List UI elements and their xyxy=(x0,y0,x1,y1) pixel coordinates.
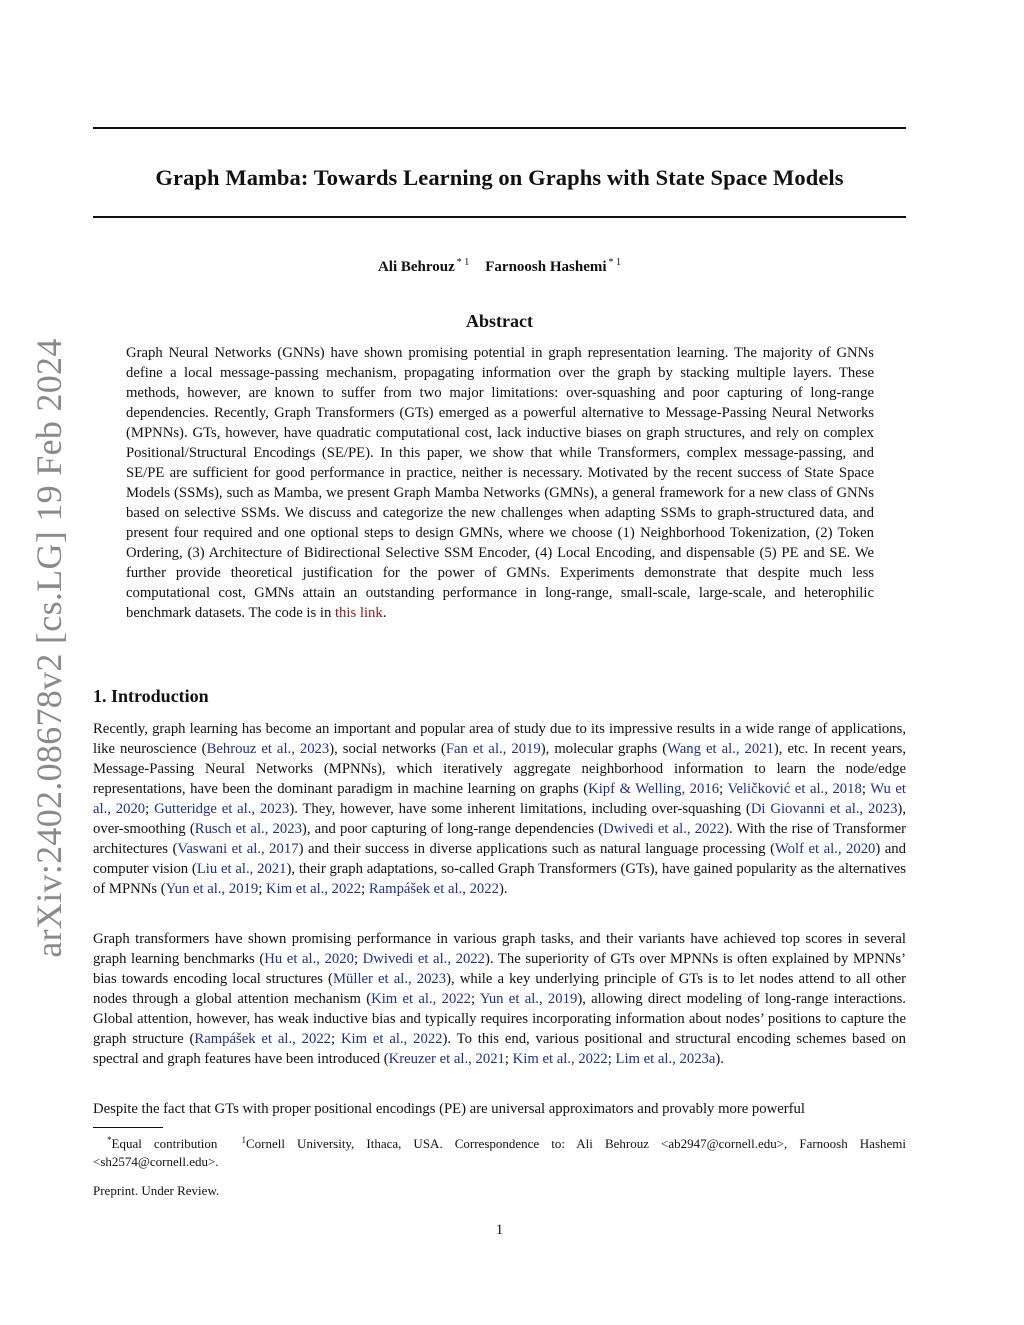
paragraph-text: ) and computer vision ( xyxy=(93,841,906,877)
equal-contribution-note: Equal contribution xyxy=(111,1136,218,1151)
code-link[interactable]: this link xyxy=(334,605,383,621)
paragraph-text: ). They, however, have some inherent limitations, including over-squashing ( xyxy=(289,801,751,817)
intro-paragraph-1 xyxy=(93,719,906,899)
paragraph-text: ), and poor capturing of long-range dependencies ( xyxy=(301,821,604,837)
intro-paragraph-3: Despite the fact that GTs with proper positional encodings (PE) are universal approximators and provably more powerful xyxy=(93,1101,805,1117)
author-affiliation-mark: * 1 xyxy=(608,257,622,268)
author-list xyxy=(93,252,906,278)
affiliation-note: Cornell University, Ithaca, USA. Correspondence to: Ali Behrouz <ab2947@cornell.edu>, Farnoosh Hashemi <sh2574@cornell.edu>. xyxy=(93,1136,906,1169)
author-affiliation-mark: * 1 xyxy=(456,257,470,268)
abstract-text: Graph Neural Networks (GNNs) have shown promising potential in graph representation learning. The majority of GNNs define a local message-passing mechanism, propagating information over the graph by stacking multiple layers. These methods, however, are known to suffer from two major limitations: over-squashing and poor capturing of long-range dependencies. Recently, Graph Transformers (GTs) emerged as a powerful alternative to Message-Passing Neural Networks (MPNNs). GTs, however, have quadratic computational cost, lack inductive biases on graph structures, and rely on complex Positional/Structural Encodings (SE/PE). In this paper, we show that while Transformers, complex message-passing, and SE/PE are sufficient for good performance in practice, neither is necessary. Motivated by the recent success of State Space Models (SSMs), such as Mamba, we present Graph Mamba Networks (GMNs), a general framework for a new class of GNNs based on selective SSMs. We discuss and categorize the new challenges when adapting SSMs to graph-structured data, and present four required and one optional steps to design GMNs, where we choose (1) Neighborhood Tokenization, (2) Token Ordering, (3) Architecture of Bidirectional Selective SSM Encoder, (4) Local Encoding, and dispensable (5) PE and SE. We further provide theoretical justification for the power of GMNs. Experiments demonstrate that despite much less computational cost, GMNs attain an outstanding performance in long-range, small-scale, large-scale, and heterophilic benchmark datasets. The code is in this link. xyxy=(126,345,874,621)
citation-link[interactable]: Fan et al., 2019 xyxy=(445,741,541,757)
paragraph-text: ; xyxy=(719,781,728,797)
paragraph-text: ; xyxy=(353,951,363,967)
title-rule-bottom xyxy=(93,216,906,218)
citation-link[interactable]: Dwivedi et al., 2022 xyxy=(603,821,725,837)
arxiv-identifier-stamp: arXiv:2402.08678v2 [cs.LG] 19 Feb 2024 xyxy=(29,338,69,958)
abstract-body-text: Graph Neural Networks (GNNs) have shown promising potential in graph representation learning. The majority of GNNs define a local message-passing mechanism, propagating information over the graph by stacking multiple layers. These methods, however, are known to suffer from two major limitations: over-squashing and poor capturing of long-range dependencies. Recently, Graph Transformers (GTs) emerged as a powerful alternative to Message-Passing Neural Networks (MPNNs). GTs, however, have quadratic computational cost, lack inductive biases on graph structures, and rely on complex Positional/Structural Encodings (SE/PE). In this paper, we show that while Transformers, complex message-passing, and SE/PE are sufficient for good performance in practice, neither is necessary. Motivated by the recent success of State Space Models (SSMs), such as Mamba, we present Graph Mamba Networks (GMNs), a general framework for a new class of GNNs based on selective SSMs. We discuss and categorize the new challenges when adapting SSMs to graph-structured data, and present four required and one optional steps to design GMNs, where we choose (1) Neighborhood Tokenization, (2) Token Ordering, (3) Architecture of Bidirectional Selective SSM Encoder, (4) Local Encoding, and dispensable (5) PE and SE. We further provide theoretical justification for the power of GMNs. Experiments demonstrate that despite much less computational cost, GMNs attain an outstanding performance in long-range, small-scale, large-scale, and heterophilic benchmark datasets. The code is in xyxy=(126,345,874,621)
citation-link[interactable]: Gutteridge et al., 2023 xyxy=(154,801,290,817)
paragraph-text: ), while a key underlying principle of GTs is to let nodes attend to all other nodes through a global attention mechanism ( xyxy=(93,971,906,1007)
paragraph-text: ; xyxy=(471,991,480,1007)
paragraph-text: Recently, graph learning has become an important and popular area of study due to its impressive results in a wide range of applications, like neuroscience ( xyxy=(93,721,906,757)
intro-paragraph-2 xyxy=(93,929,906,1069)
citation-link[interactable]: Rusch et al., 2023 xyxy=(194,821,302,837)
citation-link[interactable]: Behrouz et al., 2023 xyxy=(206,741,330,757)
paragraph-text: ; xyxy=(861,781,871,797)
citation-link[interactable]: Yun et al., 2019 xyxy=(479,991,578,1007)
citation-link[interactable]: Wolf et al., 2020 xyxy=(774,841,876,857)
paragraph-text: ), over-smoothing ( xyxy=(93,801,906,837)
paper-title: Graph Mamba: Towards Learning on Graphs with State Space Models xyxy=(155,165,844,190)
paragraph-text: ). With the rise of Transformer architectures ( xyxy=(93,821,907,857)
author-name: Farnoosh Hashemi xyxy=(485,259,607,275)
paragraph-text: ; xyxy=(504,1051,513,1067)
citation-link[interactable]: Kim et al., 2022 xyxy=(266,881,362,897)
paragraph-text: ), allowing direct modeling of long-range interactions. Global attention, however, has weak inductive bias and typically requires incorporating information about nodes’ positions to capture the graph structure ( xyxy=(93,991,906,1047)
footnote: *Equal contribution $^1$Cornell University, Ithaca, USA. Correspondence to: Ali Behrouz <ab2947@cornell.edu>, Farnoosh Hashemi <sh2574@cornell.edu>. xyxy=(93,1135,906,1169)
citation-link[interactable]: Kim et al., 2022 xyxy=(512,1051,608,1067)
section-heading-introduction: 1. Introduction xyxy=(93,686,209,706)
paragraph-text: ; xyxy=(361,881,369,897)
citation-link[interactable]: Rampášek et al., 2022 xyxy=(194,1031,332,1047)
paragraph-text: ). To this end, various positional and structural encoding schemes based on spectral and graph features have been introduced ( xyxy=(93,1031,906,1067)
citation-link[interactable]: Lim et al., 2023a xyxy=(615,1051,716,1067)
paragraph-text: ; xyxy=(607,1051,616,1067)
citation-link[interactable]: Wang et al., 2021 xyxy=(667,741,774,757)
citation-link[interactable]: Kim et al., 2022 xyxy=(340,1031,443,1047)
paragraph-text: ). The superiority of GTs over MPNNs is often explained by MPNNs’ bias towards encoding local structures ( xyxy=(93,951,907,987)
paragraph-text: ; xyxy=(145,801,155,817)
page-number: 1 xyxy=(495,1222,504,1238)
citation-link[interactable]: Dwivedi et al., 2022 xyxy=(362,951,485,967)
citation-link[interactable]: Di Giovanni et al., 2023 xyxy=(750,801,898,817)
citation-link[interactable]: Yun et al., 2019 xyxy=(165,881,259,897)
paragraph-text: ). xyxy=(715,1051,724,1067)
paragraph-text: ), social networks ( xyxy=(329,741,446,757)
citation-link[interactable]: Veličković et al., 2018 xyxy=(727,781,862,797)
citation-link[interactable]: Vaswani et al., 2017 xyxy=(177,841,299,857)
paragraph-text: ), their graph adaptations, so-called Graph Transformers (GTs), have gained popularity as the alternatives of MPNNs ( xyxy=(93,861,906,897)
citation-link[interactable]: Wu et al., 2020 xyxy=(93,781,906,817)
paragraph-text: ). xyxy=(498,881,508,897)
author-name: Ali Behrouz xyxy=(377,259,455,275)
abstract-heading: Abstract xyxy=(466,311,533,331)
citation-link[interactable]: Kim et al., 2022 xyxy=(371,991,472,1007)
citation-link[interactable]: Kipf & Welling, 2016 xyxy=(588,781,720,797)
paragraph-text: ) and their success in diverse applications such as natural language processing ( xyxy=(298,841,775,857)
citation-link[interactable]: Liu et al., 2021 xyxy=(196,861,287,877)
citation-link[interactable]: Hu et al., 2020 xyxy=(264,951,354,967)
paragraph-text: Graph transformers have shown promising performance in various graph tasks, and their variants have achieved top scores in several graph learning benchmarks ( xyxy=(93,931,906,967)
paragraph-text: ; xyxy=(331,1031,341,1047)
title-rule-top xyxy=(93,127,906,129)
footnote-rule xyxy=(93,1127,163,1128)
paragraph-text: ; xyxy=(258,881,267,897)
preprint-note: Preprint. Under Review. xyxy=(93,1183,220,1198)
citation-link[interactable]: Kreuzer et al., 2021 xyxy=(388,1051,505,1067)
paragraph-text: ), molecular graphs ( xyxy=(540,741,668,757)
paragraph-text: ), etc. In recent years, Message-Passing Neural Networks (MPNNs), which iteratively aggregate neighborhood information to learn the node/edge representations, have been the dominant paradigm in machine learning on graphs ( xyxy=(93,741,907,797)
citation-link[interactable]: Rampášek et al., 2022 xyxy=(368,881,499,897)
citation-link[interactable]: Müller et al., 2023 xyxy=(332,971,447,987)
